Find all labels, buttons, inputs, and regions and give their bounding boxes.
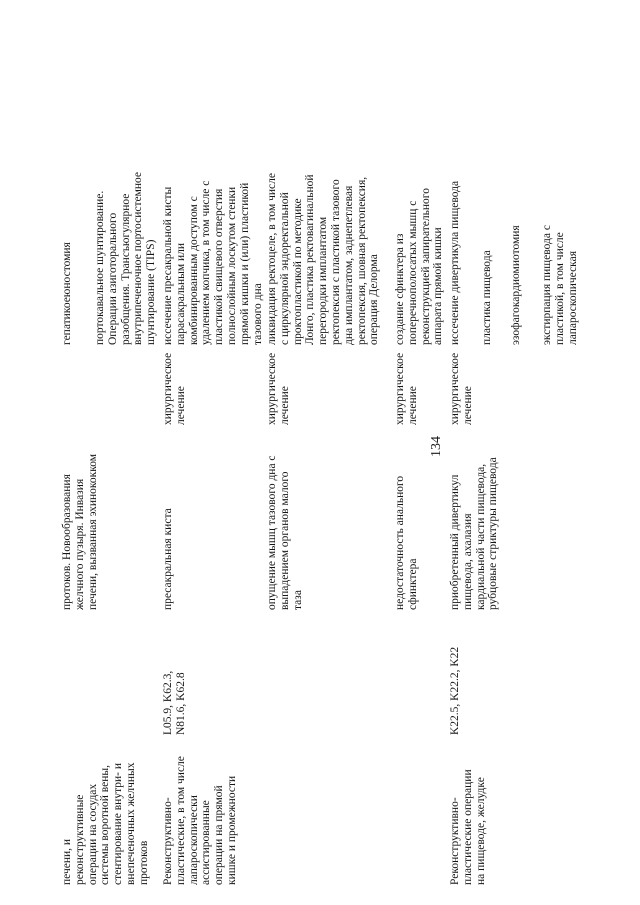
table-cell-line: иссечение пресакральной кисты	[162, 186, 174, 345]
row-5-treatment-method-1	[449, 181, 462, 345]
table-cell-line: кардиальной части пищевода,	[474, 463, 487, 610]
table-cell-line: хирургическое	[449, 352, 461, 425]
row-3-treatment-method	[266, 173, 381, 345]
table-cell-line: ликвидация ректоцеле, в том числе	[266, 172, 278, 345]
table-cell-line: недостаточность анального	[394, 475, 406, 610]
row-5-treatment-method-3	[510, 225, 523, 345]
table-cell-line: приобретенный дивертикул	[449, 474, 461, 610]
table-cell-line: лечение	[406, 386, 419, 425]
row-1-treatment-method-2	[94, 172, 158, 345]
row-5-treatment-method-2	[481, 250, 494, 345]
table-cell-line: пластикой свищевого отверстия	[213, 188, 226, 345]
row-2-icd-codes	[162, 671, 188, 735]
row-4-treatment-method	[394, 188, 445, 345]
row-5-treatment-method-4	[541, 225, 579, 345]
row-5-icd-codes	[449, 647, 462, 735]
table-cell-line: реконструктивные	[73, 794, 86, 885]
row-1-disease-model	[61, 454, 99, 610]
table-cell-line: рубцовые стриктуры пищевода	[487, 457, 500, 610]
table-cell-line: Реконструктивно-	[449, 797, 461, 885]
table-cell-line: с циркулярной эндоректальной	[278, 192, 291, 345]
row-3-treatment-type	[266, 353, 292, 425]
table-cell-line: Лонго, пластика ректовагинальной	[304, 174, 317, 345]
table-cell-line: хирургическое	[162, 352, 174, 425]
row-2-disease-model	[162, 508, 175, 610]
table-cell-line: удалением копчика, в том числе с	[200, 180, 213, 345]
table-cell-line: лечение	[174, 386, 187, 425]
table-cell-line: дна имплантатом, заднепетлевая	[342, 185, 355, 345]
table-cell-line: комбинированным доступом с	[187, 196, 200, 345]
table-cell-line: поперечнополосатых мышц с	[406, 200, 419, 345]
table-cell-line: эзофагокардиомиотомия	[510, 225, 522, 345]
table-cell-line: операции на прямой	[213, 785, 226, 885]
table-cell-line: иссечение дивертикула пищевода	[449, 180, 461, 345]
row-2-procedure-group	[162, 756, 239, 885]
table-cell-line: операция Делорма	[368, 254, 381, 345]
table-cell-line: ассистированные	[200, 800, 213, 885]
table-cell-line: шунтирование (TIPS)	[145, 239, 158, 345]
table-cell-line: лечение	[461, 386, 474, 425]
table-cell-line: сфинктера	[406, 558, 419, 610]
table-cell-line: выпадением органов малого	[278, 471, 291, 610]
table-cell-line: опущение мышц тазового дна с	[266, 455, 278, 610]
table-cell-line: протоков. Новообразования	[61, 474, 73, 610]
table-cell-line: пресакральная киста	[162, 508, 174, 610]
table-cell-line: пластические, в том числе	[174, 756, 187, 885]
table-cell-line: тазового дна	[251, 283, 264, 345]
table-cell-line: гепатикоеюностомия	[61, 242, 73, 345]
table-cell-line: Реконструктивно-	[162, 797, 174, 885]
table-cell-line: N81.6, K62.8	[174, 672, 187, 735]
table-cell-line: таза	[291, 590, 304, 610]
table-cell-line: лапароскопическая	[566, 251, 579, 345]
table-cell-line: портокавальное шунтирование.	[94, 190, 106, 345]
table-cell-line: хирургическое	[394, 352, 406, 425]
table-cell-line: L05.9, K62.3,	[162, 670, 174, 735]
table-cell-line: пластикой, в том числе	[553, 232, 566, 345]
table-cell-line: стентирование внутри- и	[112, 762, 125, 885]
table-cell-line: внепеченочных желчных	[124, 762, 137, 885]
page-number: 134	[429, 436, 444, 457]
row-4-disease-model	[394, 476, 420, 610]
row-5-disease-model	[449, 457, 500, 610]
table-cell-line: полнослойным лоскутом стенки	[225, 186, 238, 345]
row-1-treatment-method-1	[61, 242, 74, 345]
table-cell-line: печени, вызванная эхинококком	[86, 453, 99, 610]
table-cell-line: операции на сосудах	[86, 783, 99, 885]
table-cell-line: разобщения. Трансъюгулярное	[119, 193, 132, 345]
table-cell-line: системы воротной вены,	[99, 764, 112, 885]
table-cell-line: реконструкцией запирательного	[419, 188, 432, 345]
row-2-treatment-type	[162, 353, 188, 425]
table-cell-line: хирургическое	[266, 352, 278, 425]
row-5-procedure-group	[449, 769, 487, 885]
table-cell-line: парасакральным или	[174, 242, 187, 345]
table-cell-line: внутрипеченочное портосистемное	[132, 171, 145, 345]
row-2-treatment-method	[162, 181, 264, 345]
table-cell-line: желчного пузыря. Инвазия	[73, 478, 86, 610]
table-cell-line: ректопексия с пластикой тазового	[329, 179, 342, 345]
table-cell-line: печени, и	[61, 838, 73, 885]
table-cell-line: пластика пищевода	[481, 250, 493, 345]
table-cell-line: ректопексия, шовная ректопексия,	[355, 176, 368, 345]
row-5-treatment-type	[449, 353, 475, 425]
table-cell-line: лечение	[278, 386, 291, 425]
table-cell-line: проктопластикой по методике	[291, 198, 304, 345]
table-cell-line: протоков	[137, 840, 150, 885]
table-cell-line: аппарата прямой кишки	[432, 227, 445, 345]
table-cell-line: Операции азиготорального	[106, 212, 119, 345]
table-cell-line: экстирпация пищевода с	[541, 225, 553, 345]
table-cell-line: пищевода, ахалазия	[461, 513, 474, 610]
table-cell-line: K22.5, K22.2, K22	[449, 646, 461, 735]
row-3-disease-model	[266, 455, 304, 610]
table-cell-line: на пищеводе, желудке	[474, 777, 487, 885]
table-cell-line: прямой кишки и (или) пластикой	[238, 182, 251, 345]
table-cell-line: перегородки имплантатом	[317, 216, 330, 345]
table-cell-line: пластические операции	[461, 769, 474, 885]
table-cell-line: создание сфинктера из	[394, 233, 406, 345]
table-cell-line: лапароскопически	[187, 795, 200, 885]
row-1-procedure-group	[61, 763, 151, 886]
row-4-treatment-type	[394, 353, 420, 425]
table-cell-line: кишке и промежности	[225, 775, 238, 885]
